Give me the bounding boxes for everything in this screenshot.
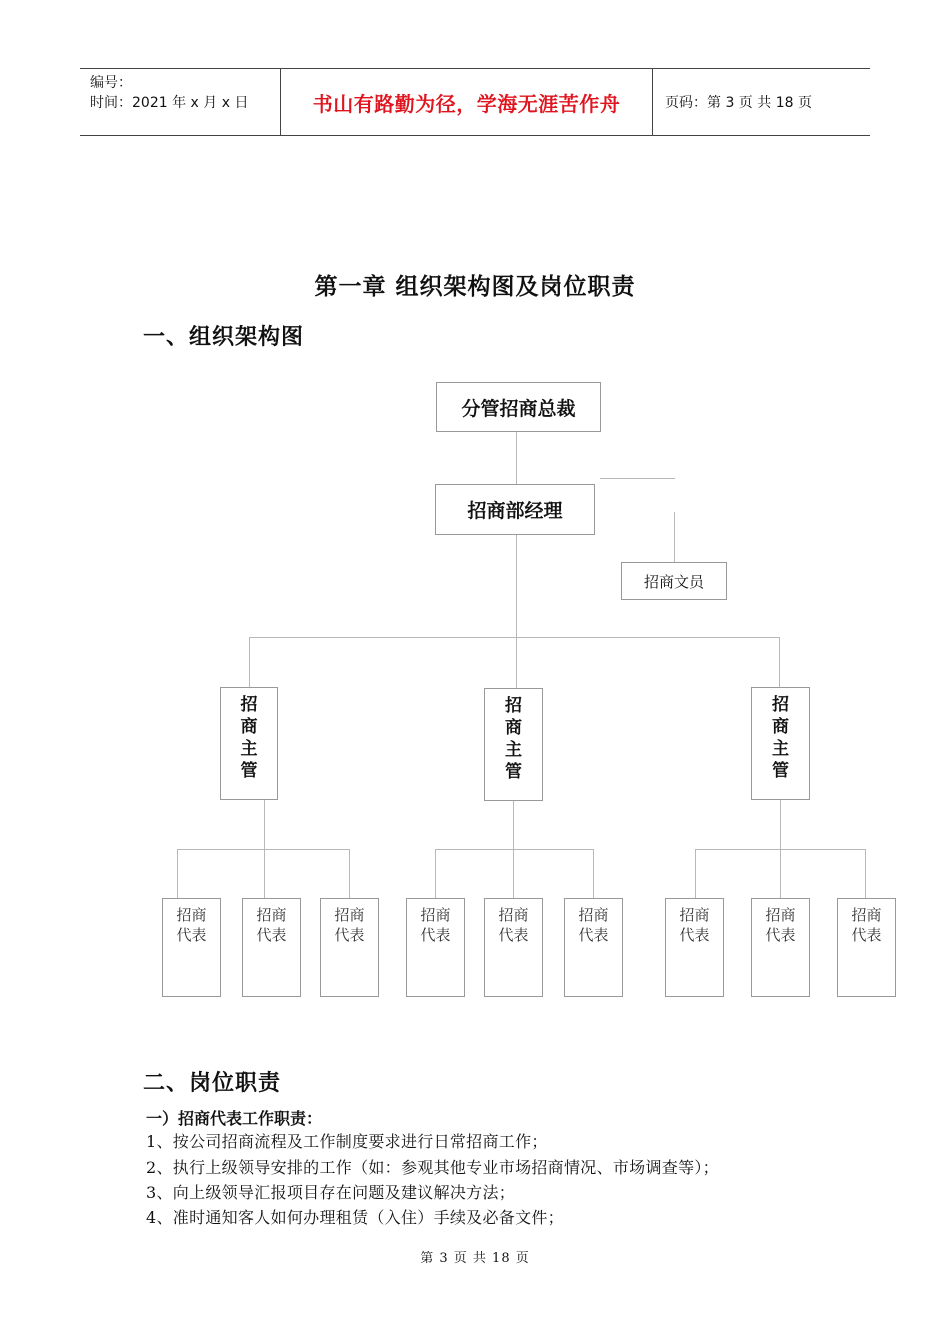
connector-line bbox=[435, 849, 594, 850]
duty-item: 3、向上级领导汇报项目存在问题及建议解决方法； bbox=[146, 1183, 516, 1202]
connector-line bbox=[349, 849, 350, 898]
org-node-rep: 招商代表 bbox=[484, 898, 543, 997]
header-motto: 书山有路勤为径，学海无涯苦作舟 bbox=[281, 69, 653, 135]
connector-line bbox=[593, 849, 594, 898]
connector-line bbox=[513, 849, 514, 898]
org-node-supervisor: 招商主管 bbox=[220, 687, 278, 800]
page-header bbox=[80, 68, 870, 136]
org-node-clerk: 招商文员 bbox=[621, 562, 727, 600]
header-page-info: 页码：第 3 页 共 18 页 bbox=[665, 95, 812, 111]
connector-line bbox=[780, 799, 781, 849]
org-node-rep: 招商代表 bbox=[665, 898, 724, 997]
org-node-rep: 招商代表 bbox=[320, 898, 379, 997]
connector-line bbox=[516, 534, 517, 637]
connector-line bbox=[249, 637, 780, 638]
chapter-title: 第一章 组织架构图及岗位职责 bbox=[314, 274, 636, 300]
connector-line bbox=[177, 849, 178, 898]
org-node-supervisor: 招商主管 bbox=[751, 687, 810, 800]
connector-line bbox=[695, 849, 696, 898]
org-node-rep: 招商代表 bbox=[837, 898, 896, 997]
section-duties-title: 二、岗位职责 bbox=[143, 1071, 282, 1096]
duties-subtitle: 一）招商代表工作职责： bbox=[146, 1109, 323, 1128]
org-node-president: 分管招商总裁 bbox=[436, 382, 601, 432]
connector-line bbox=[513, 800, 514, 849]
section-org-title: 一、组织架构图 bbox=[143, 325, 305, 350]
connector-line bbox=[516, 431, 517, 484]
org-node-rep: 招商代表 bbox=[406, 898, 465, 997]
time-label: 时间：2021 年 x 月 x 日 bbox=[90, 95, 249, 111]
connector-line bbox=[264, 799, 265, 849]
org-node-rep: 招商代表 bbox=[242, 898, 301, 997]
org-node-rep: 招商代表 bbox=[162, 898, 221, 997]
connector-line bbox=[780, 849, 781, 898]
header-meta bbox=[80, 69, 281, 135]
duty-item: 2、执行上级领导安排的工作（如：参观其他专业市场招商情况、市场调查等）； bbox=[146, 1158, 719, 1177]
connector-line bbox=[865, 849, 866, 898]
duty-item: 1、按公司招商流程及工作制度要求进行日常招商工作； bbox=[146, 1132, 548, 1151]
org-node-rep: 招商代表 bbox=[564, 898, 623, 997]
duty-item: 4、准时通知客人如何办理租赁（入住）手续及必备文件； bbox=[146, 1208, 564, 1227]
org-node-manager: 招商部经理 bbox=[435, 484, 595, 535]
connector-line bbox=[249, 637, 250, 687]
number-label: 编号： bbox=[90, 75, 132, 91]
connector-line bbox=[264, 849, 265, 898]
connector-line bbox=[674, 512, 675, 562]
org-node-rep: 招商代表 bbox=[751, 898, 810, 997]
org-node-supervisor: 招商主管 bbox=[484, 688, 543, 801]
connector-line bbox=[600, 478, 675, 479]
connector-line bbox=[516, 637, 517, 688]
connector-line bbox=[779, 637, 780, 687]
connector-line bbox=[435, 849, 436, 898]
page-footer: 第 3 页 共 18 页 bbox=[420, 1251, 530, 1266]
